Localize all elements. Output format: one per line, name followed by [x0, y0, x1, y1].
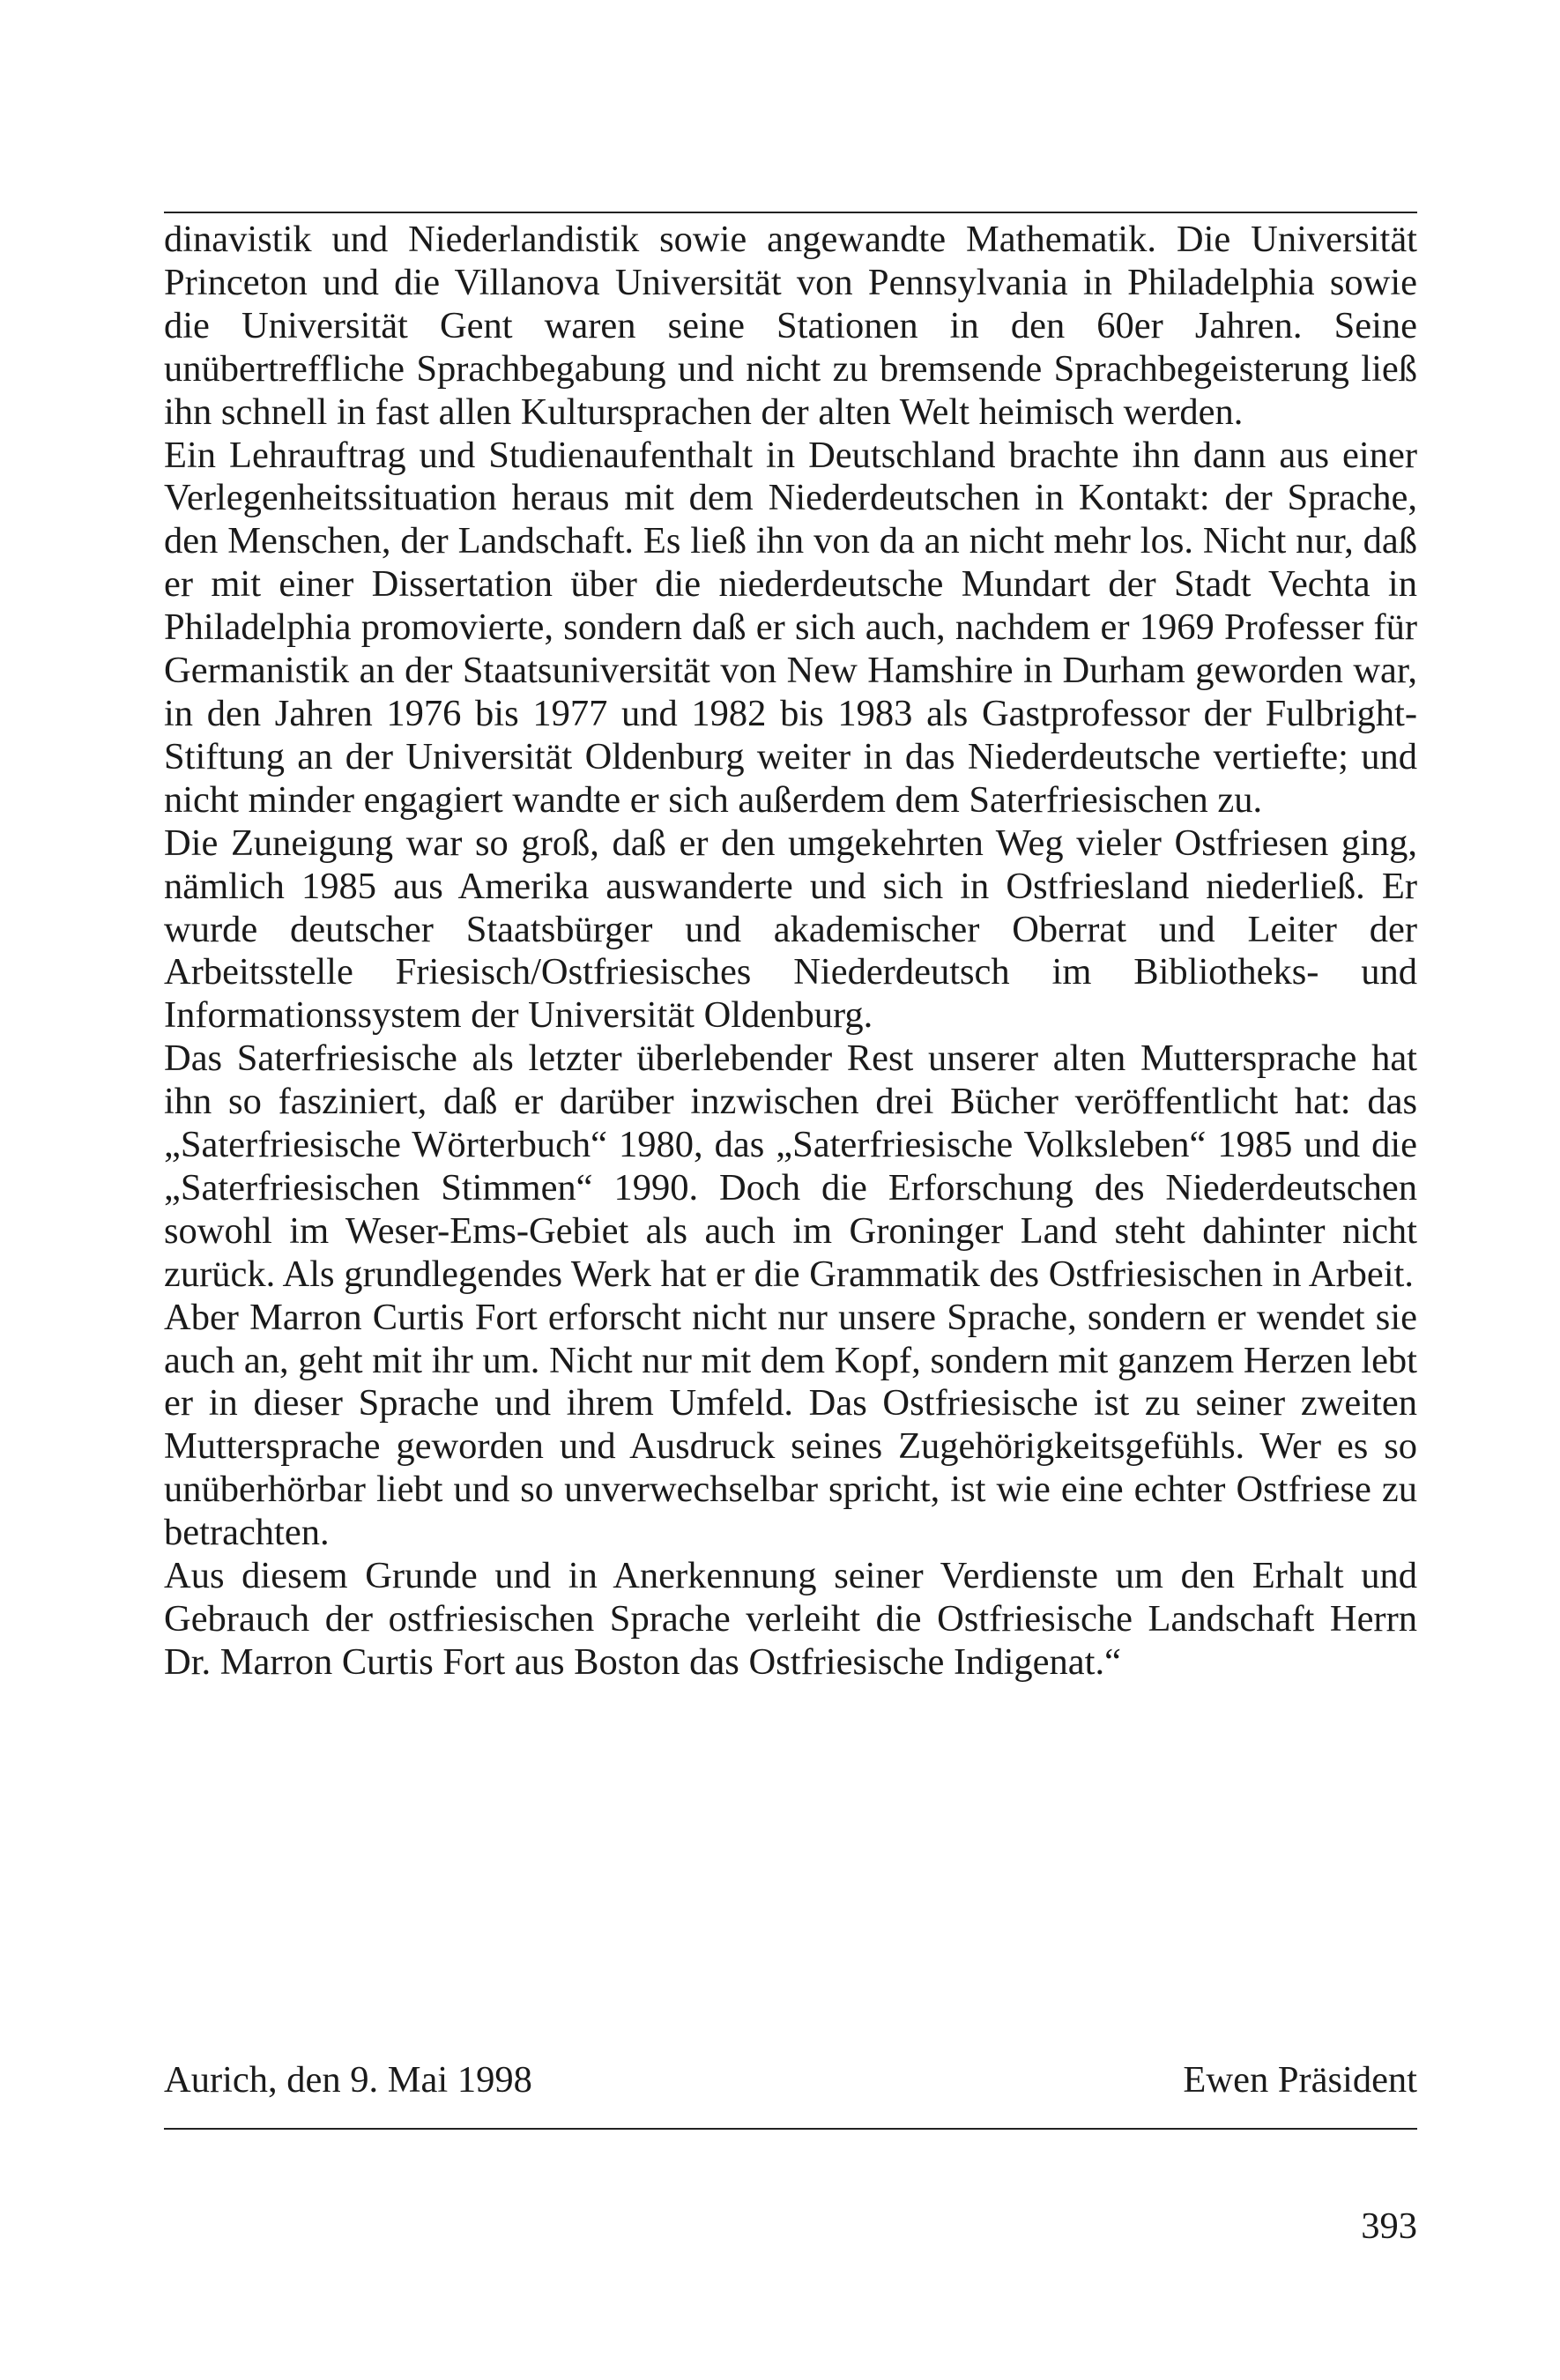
signature: Ewen Präsident	[1183, 2059, 1417, 2101]
paragraph: Die Zuneigung war so groß, daß er den umgekehrten Weg vieler Ostfriesen ging, nämlich 1985 aus Amerika auswanderte und sich in Ostfriesland niederließ. Er wurde deutscher Staatsbürger und akademischer Oberrat und Leiter der Arbeitsstelle Friesisch/Ostfriesisches Niederdeutsch im Bibliotheks- und Informationssystem der Universität Oldenburg.	[164, 822, 1417, 1037]
paragraph: Aus diesem Grunde und in Anerkennung seiner Verdienste um den Erhalt und Gebrauch der ostfriesischen Sprache verleiht die Ostfriesische Landschaft Herrn Dr. Marron Curtis Fort aus Boston das Ostfriesische Indigenat.“	[164, 1555, 1417, 1683]
paragraph: dinavistik und Niederlandistik sowie angewandte Mathematik. Die Universität Princeton und die Villanova Universität von Pennsylvania in Philadelphia sowie die Universität Gent waren seine Stationen in den 60er Jahren. Seine unübertreffliche Sprachbegabung und nicht zu bremsende Sprachbegeisterung ließ ihn schnell in fast allen Kultursprachen der alten Welt heimisch werden.	[164, 219, 1417, 433]
body-text	[164, 219, 1417, 1685]
page-number: 393	[1361, 2205, 1417, 2247]
paragraph: Ein Lehrauftrag und Studienaufenthalt in Deutschland brachte ihn dann aus einer Verlegenheitssituation heraus mit dem Niederdeutschen in Kontakt: der Sprache, den Menschen, der Landschaft. Es ließ ihn von da an nicht mehr los. Nicht nur, daß er mit einer Dissertation über die niederdeutsche Mundart der Stadt Vechta in Philadelphia promovierte, sondern daß er sich auch, nachdem er 1969 Professer für Germanistik an der Staatsuniversität von New Hamshire in Durham geworden war, in den Jahren 1976 bis 1977 und 1982 bis 1983 als Gastprofessor der Fulbright-Stiftung an der Universität Oldenburg weiter in das Niederdeutsche vertiefte; und nicht minder engagiert wandte er sich außerdem dem Saterfriesischen zu.	[164, 434, 1417, 821]
top-rule	[164, 212, 1417, 213]
closing-line	[164, 2056, 1417, 2105]
paragraph: Das Saterfriesische als letzter überlebender Rest unserer alten Muttersprache hat ihn so fasziniert, daß er darüber inzwischen drei Bücher veröffentlicht hat: das „Saterfriesische Wörterbuch“ 1980, das „Saterfriesische Volksleben“ 1985 und die „Saterfriesischen Stimmen“ 1990. Doch die Erforschung des Niederdeutschen sowohl im Weser-Ems-Gebiet als auch im Groninger Land steht dahinter nicht zurück. Als grundlegendes Werk hat er die Grammatik des Ostfriesischen in Arbeit.	[164, 1038, 1417, 1295]
bottom-rule	[164, 2128, 1417, 2130]
place-date: Aurich, den 9. Mai 1998	[164, 2059, 532, 2101]
paragraph: Aber Marron Curtis Fort erforscht nicht nur unsere Sprache, sondern er wendet sie auch an, geht mit ihr um. Nicht nur mit dem Kopf, sondern mit ganzem Herzen lebt er in dieser Sprache und ihrem Umfeld. Das Ostfriesische ist zu seiner zweiten Muttersprache geworden und Ausdruck seines Zugehörigkeitsgefühls. Wer es so unüberhörbar liebt und so unverwechselbar spricht, ist wie eine echter Ostfriese zu betrachten.	[164, 1296, 1417, 1554]
